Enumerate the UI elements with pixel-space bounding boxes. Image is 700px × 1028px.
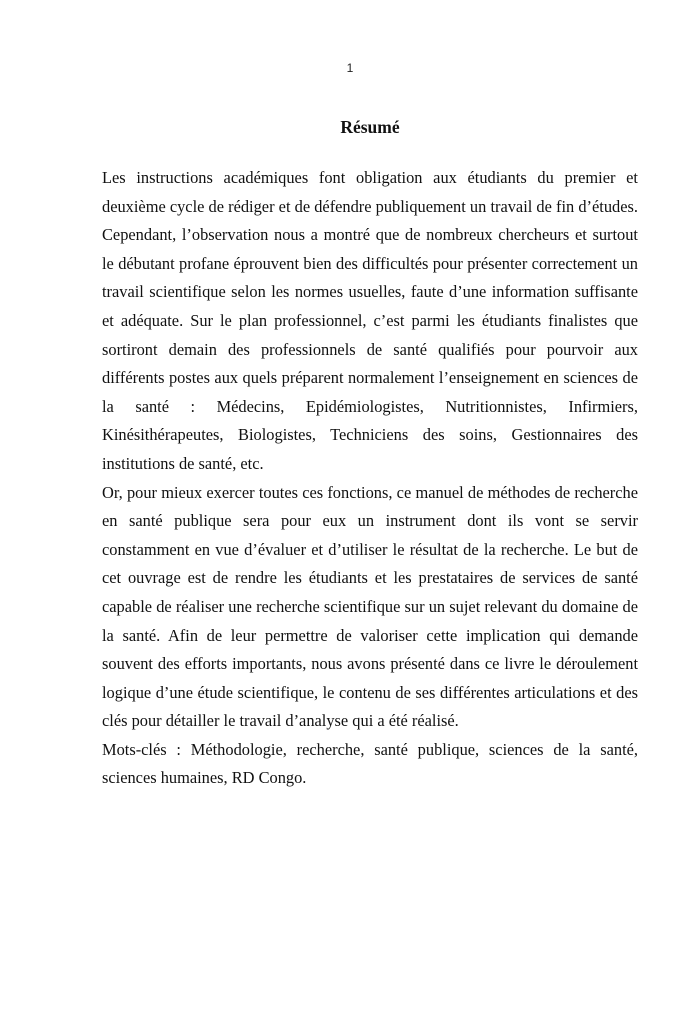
page-number: 1 [346, 61, 354, 75]
abstract-paragraph-1: Les instructions académiques font obligation aux étudiants du premier et deuxième cycle de rédiger et de défendre publiquement un travail de fin d’études. Cependant, l’observation nous a montré que de nombreux chercheurs et surtout le débutant profane éprouvent bien des difficultés pour présenter correctement un travail scientifique selon les normes usuelles, faute d’une information suffisante et adéquate. Sur le plan professionnel, c’est parmi les étudiants finalistes que sortiront demain des professionnels de santé qualifiés pour pourvoir aux différents postes aux quels préparent normalement l’enseignement en sciences de la santé : Médecins, Epidémiologistes, Nutritionnistes, Infirmiers, Kinésithérapeutes, Biologistes, Techniciens des soins, Gestionnaires des institutions de santé, etc. [102, 168, 638, 473]
abstract-body [102, 164, 638, 793]
page-title: Résumé [340, 117, 400, 137]
keywords-paragraph: Mots-clés : Méthodologie, recherche, santé publique, sciences de la santé, sciences humaines, RD Congo. [102, 739, 638, 788]
abstract-paragraph-2: Or, pour mieux exercer toutes ces fonctions, ce manuel de méthodes de recherche en santé publique sera pour eux un instrument dont ils vont se servir constamment en vue d’évaluer et d’utiliser le résultat de la recherche. Le but de cet ouvrage est de rendre les étudiants et les prestataires de services de santé capable de réaliser une recherche scientifique sur un sujet relevant du domaine de la santé. Afin de leur permettre de valoriser cette implication qui demande souvent des efforts importants, nous avons présenté dans ce livre le déroulement logique d’une étude scientifique, le contenu de ses différentes articulations et des clés pour détailler le travail d’analyse qui a été réalisé. [102, 482, 638, 731]
